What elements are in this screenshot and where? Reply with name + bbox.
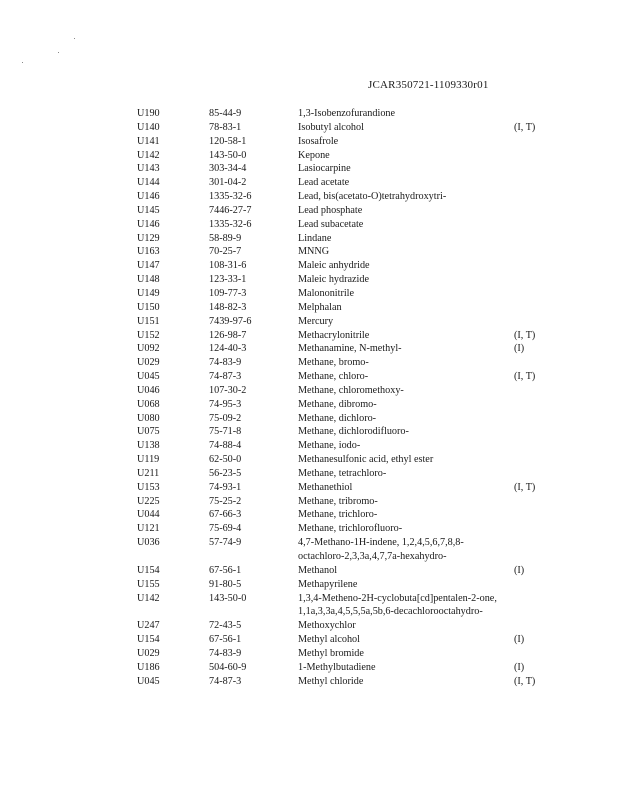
- waste-code: U150: [137, 301, 160, 313]
- table-row: [0, 259, 618, 273]
- table-row: [0, 522, 618, 536]
- cas-number: 67-66-3: [209, 509, 242, 521]
- document-id: JCAR350721-1109330r01: [368, 79, 489, 91]
- table-row: [0, 149, 618, 163]
- substance-name: Lasiocarpine: [298, 163, 351, 175]
- substance-name: Isobutyl alcohol: [298, 121, 364, 133]
- hazard-code: (I): [514, 564, 525, 576]
- scan-speck: [58, 52, 59, 53]
- table-row: [0, 273, 618, 287]
- cas-number: 7446-27-7: [209, 204, 252, 216]
- table-row: [0, 218, 618, 232]
- waste-code: U141: [137, 135, 160, 147]
- hazard-code: (I, T): [514, 675, 536, 687]
- waste-code: U045: [137, 371, 160, 383]
- scan-speck: [22, 62, 23, 63]
- waste-code: U045: [137, 675, 160, 687]
- substance-name: Methacrylonitrile: [298, 329, 370, 341]
- table-row: [0, 578, 618, 592]
- waste-code: U138: [137, 440, 160, 452]
- substance-name: Methanesulfonic acid, ethyl ester: [298, 454, 434, 466]
- cas-number: 75-25-2: [209, 495, 242, 507]
- table-row: [0, 675, 618, 689]
- cas-number: 74-88-4: [209, 440, 242, 452]
- substance-name: Methane, bromo-: [298, 357, 369, 369]
- cas-number: 108-31-6: [209, 260, 247, 272]
- table-row: [0, 481, 618, 495]
- scan-speck: [74, 38, 75, 39]
- cas-number: 7439-97-6: [209, 315, 252, 327]
- cas-number: 303-34-4: [209, 163, 247, 175]
- hazard-code: (I): [514, 661, 525, 673]
- cas-number: 62-50-0: [209, 454, 242, 466]
- cas-number: 91-80-5: [209, 578, 242, 590]
- waste-code-table: [0, 107, 618, 688]
- cas-number: 74-87-3: [209, 675, 242, 687]
- cas-number: 78-83-1: [209, 121, 242, 133]
- waste-code: U129: [137, 232, 160, 244]
- waste-code: U146: [137, 191, 160, 203]
- substance-name: Malononitrile: [298, 287, 355, 299]
- waste-code: U029: [137, 357, 160, 369]
- substance-name: 1,3-Isobenzofurandione: [298, 108, 396, 119]
- waste-code: U247: [137, 620, 160, 632]
- waste-code: U149: [137, 287, 160, 299]
- waste-code: U186: [137, 661, 160, 673]
- substance-name: Lindane: [298, 232, 332, 244]
- table-row: [0, 287, 618, 301]
- waste-code: U029: [137, 647, 160, 659]
- cas-number: 74-83-9: [209, 647, 242, 659]
- table-row: [0, 647, 618, 661]
- table-row: [0, 467, 618, 481]
- cas-number: 67-56-1: [209, 564, 242, 576]
- table-row: [0, 453, 618, 467]
- table-row: [0, 245, 618, 259]
- table-row: [0, 162, 618, 176]
- substance-name: Methoxychlor: [298, 620, 356, 632]
- table-row: [0, 107, 618, 121]
- waste-code: U142: [137, 592, 160, 604]
- cas-number: 123-33-1: [209, 274, 247, 286]
- waste-code: U092: [137, 343, 160, 355]
- cas-number: 143-50-0: [209, 592, 247, 604]
- table-row: [0, 190, 618, 204]
- substance-name: Methane, dibromo-: [298, 398, 377, 410]
- substance-name: 1-Methylbutadiene: [298, 661, 376, 673]
- table-row: [0, 232, 618, 246]
- table-row: [0, 592, 618, 620]
- cas-number: 148-82-3: [209, 301, 247, 313]
- cas-number: 75-09-2: [209, 412, 242, 424]
- waste-code: U140: [137, 121, 160, 133]
- table-row: [0, 439, 618, 453]
- cas-number: 1335-32-6: [209, 191, 252, 203]
- table-row: [0, 536, 618, 564]
- table-row: [0, 356, 618, 370]
- table-row: [0, 370, 618, 384]
- table-row: [0, 425, 618, 439]
- substance-name: Lead acetate: [298, 177, 350, 189]
- cas-number: 107-30-2: [209, 384, 247, 396]
- cas-number: 120-58-1: [209, 135, 247, 147]
- substance-name: Methane, dichloro-: [298, 412, 377, 424]
- substance-name: Methanethiol: [298, 481, 353, 493]
- substance-name: Maleic anhydride: [298, 260, 370, 272]
- table-row: [0, 412, 618, 426]
- waste-code: U146: [137, 218, 160, 230]
- waste-code: U143: [137, 163, 160, 175]
- table-row: [0, 176, 618, 190]
- table-row: [0, 495, 618, 509]
- cas-number: 67-56-1: [209, 634, 242, 646]
- cas-number: 504-60-9: [209, 661, 247, 673]
- substance-name: Methane, chloro-: [298, 371, 369, 383]
- substance-name: Methane, dichlorodifluoro-: [298, 426, 409, 438]
- waste-code: U154: [137, 564, 160, 576]
- hazard-code: (I): [514, 634, 525, 646]
- substance-name: Methane, tetrachloro-: [298, 467, 387, 479]
- table-row: [0, 633, 618, 647]
- hazard-code: (I, T): [514, 329, 536, 341]
- substance-name: 1,3,4-Metheno-2H-cyclobuta[cd]pentalen-2-one, 1,1a,3,3a,4,5,5,5a,5b,6-decachlorooctahydro-: [298, 592, 497, 618]
- substance-name: Isosafrole: [298, 135, 339, 147]
- table-row: [0, 301, 618, 315]
- cas-number: 58-89-9: [209, 232, 242, 244]
- hazard-code: (I): [514, 343, 525, 355]
- hazard-code: (I, T): [514, 371, 536, 383]
- substance-name: Melphalan: [298, 301, 342, 313]
- substance-name: Methane, trichlorofluoro-: [298, 523, 403, 535]
- waste-code: U148: [137, 274, 160, 286]
- substance-name: Methyl bromide: [298, 647, 364, 659]
- table-row: [0, 329, 618, 343]
- waste-code: U145: [137, 204, 160, 216]
- cas-number: 85-44-9: [209, 108, 242, 119]
- waste-code: U163: [137, 246, 160, 258]
- hazard-code: (I, T): [514, 481, 536, 493]
- substance-name: 4,7-Methano-1H-indene, 1,2,4,5,6,7,8,8-octachloro-2,3,3a,4,7,7a-hexahydro-: [298, 537, 464, 562]
- hazard-code: (I, T): [514, 121, 536, 133]
- cas-number: 74-87-3: [209, 371, 242, 383]
- table-row: [0, 508, 618, 522]
- table-row: [0, 384, 618, 398]
- substance-name: Methyl alcohol: [298, 634, 360, 646]
- table-row: [0, 121, 618, 135]
- waste-code: U152: [137, 329, 160, 341]
- table-row: [0, 315, 618, 329]
- waste-code: U119: [137, 454, 160, 466]
- cas-number: 109-77-3: [209, 287, 247, 299]
- waste-code: U121: [137, 523, 160, 535]
- cas-number: 124-40-3: [209, 343, 247, 355]
- cas-number: 57-74-9: [209, 537, 242, 549]
- waste-code: U075: [137, 426, 160, 438]
- waste-code: U153: [137, 481, 160, 493]
- cas-number: 75-71-8: [209, 426, 242, 438]
- waste-code: U190: [137, 108, 160, 119]
- cas-number: 126-98-7: [209, 329, 247, 341]
- substance-name: Kepone: [298, 149, 330, 161]
- waste-code: U080: [137, 412, 160, 424]
- substance-name: Mercury: [298, 315, 334, 327]
- cas-number: 74-83-9: [209, 357, 242, 369]
- waste-code: U068: [137, 398, 160, 410]
- cas-number: 74-93-1: [209, 481, 242, 493]
- substance-name: Methyl chloride: [298, 675, 364, 687]
- cas-number: 56-23-5: [209, 467, 242, 479]
- table-row: [0, 204, 618, 218]
- substance-name: Methane, iodo-: [298, 440, 361, 452]
- waste-code: U151: [137, 315, 160, 327]
- waste-code: U225: [137, 495, 160, 507]
- substance-name: Methane, tribromo-: [298, 495, 378, 507]
- cas-number: 1335-32-6: [209, 218, 252, 230]
- waste-code: U144: [137, 177, 160, 189]
- substance-name: Methane, chloromethoxy-: [298, 384, 404, 396]
- waste-code: U155: [137, 578, 160, 590]
- substance-name: Methanol: [298, 564, 338, 576]
- cas-number: 301-04-2: [209, 177, 247, 189]
- substance-name: Lead, bis(acetato-O)tetrahydroxytri-: [298, 191, 447, 203]
- waste-code: U211: [137, 467, 160, 479]
- waste-code: U036: [137, 537, 160, 549]
- cas-number: 143-50-0: [209, 149, 247, 161]
- substance-name: Methanamine, N-methyl-: [298, 343, 402, 355]
- waste-code: U046: [137, 384, 160, 396]
- cas-number: 74-95-3: [209, 398, 242, 410]
- table-row: [0, 135, 618, 149]
- table-row: [0, 398, 618, 412]
- substance-name: Lead subacetate: [298, 218, 364, 230]
- waste-code: U044: [137, 509, 160, 521]
- table-row: [0, 342, 618, 356]
- waste-code: U154: [137, 634, 160, 646]
- table-row: [0, 564, 618, 578]
- substance-name: MNNG: [298, 246, 330, 258]
- table-row: [0, 619, 618, 633]
- substance-name: Methane, trichloro-: [298, 509, 378, 521]
- substance-name: Maleic hydrazide: [298, 274, 369, 286]
- substance-name: Methapyrilene: [298, 578, 358, 590]
- table-row: [0, 661, 618, 675]
- substance-name: Lead phosphate: [298, 204, 363, 216]
- cas-number: 75-69-4: [209, 523, 242, 535]
- waste-code: U147: [137, 260, 160, 272]
- waste-code: U142: [137, 149, 160, 161]
- cas-number: 72-43-5: [209, 620, 242, 632]
- cas-number: 70-25-7: [209, 246, 242, 258]
